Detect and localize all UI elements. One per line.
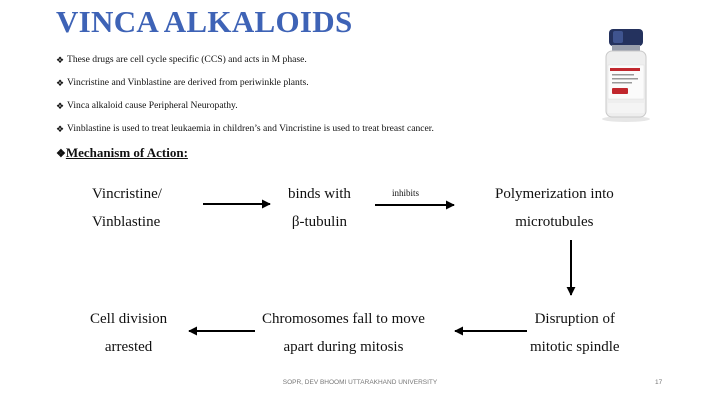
node-line: microtubules xyxy=(515,214,594,230)
flow-node-binding xyxy=(288,180,351,236)
node-line: Vinblastine xyxy=(92,214,161,230)
node-line: arrested xyxy=(104,339,153,355)
flow-node-drug xyxy=(92,180,162,236)
flow-node-chromosomes xyxy=(262,305,425,361)
bullet-icon: ❖ xyxy=(56,124,65,134)
bullet-icon: ❖ xyxy=(56,55,65,65)
node-line: mitotic spindle xyxy=(530,339,620,355)
mechanism-heading-text: Mechanism of Action: xyxy=(65,145,188,160)
node-line: β-tubulin xyxy=(291,214,348,230)
bullet-icon: ❖ xyxy=(56,148,66,160)
flow-node-disruption xyxy=(530,305,620,361)
bullet-text: These drugs are cell cycle specific (CCS) and acts in M phase. xyxy=(67,54,307,65)
node-line: Chromosomes fall to move xyxy=(262,311,425,327)
slide-footer: SOPR, DEV BHOOMI UTTARAKHAND UNIVERSITY xyxy=(282,379,438,386)
bullet-text: Vinca alkaloid cause Peripheral Neuropathy. xyxy=(67,100,238,111)
bullet-icon: ❖ xyxy=(56,101,65,111)
node-line: Cell division xyxy=(90,311,168,327)
flow-node-polymerization xyxy=(495,180,614,236)
arrow-label-inhibits: inhibits xyxy=(392,188,420,198)
bullet-text: Vinblastine is used to treat leukaemia in children’s and Vincristine is used to treat breast cancer. xyxy=(67,123,434,134)
bullet-icon: ❖ xyxy=(56,78,65,88)
flow-node-cell-division xyxy=(90,305,167,361)
bullet-text: Vincristine and Vinblastine are derived from periwinkle plants. xyxy=(67,77,309,88)
page-number: 17 xyxy=(655,379,663,386)
node-line: apart during mitosis xyxy=(283,339,404,355)
node-line: Disruption of xyxy=(534,311,615,327)
node-line: binds with xyxy=(288,186,351,202)
node-line: Vincristine/ xyxy=(92,186,162,202)
slide-title: VINCA ALKALOIDS xyxy=(56,4,353,39)
node-line: Polymerization into xyxy=(495,186,614,202)
